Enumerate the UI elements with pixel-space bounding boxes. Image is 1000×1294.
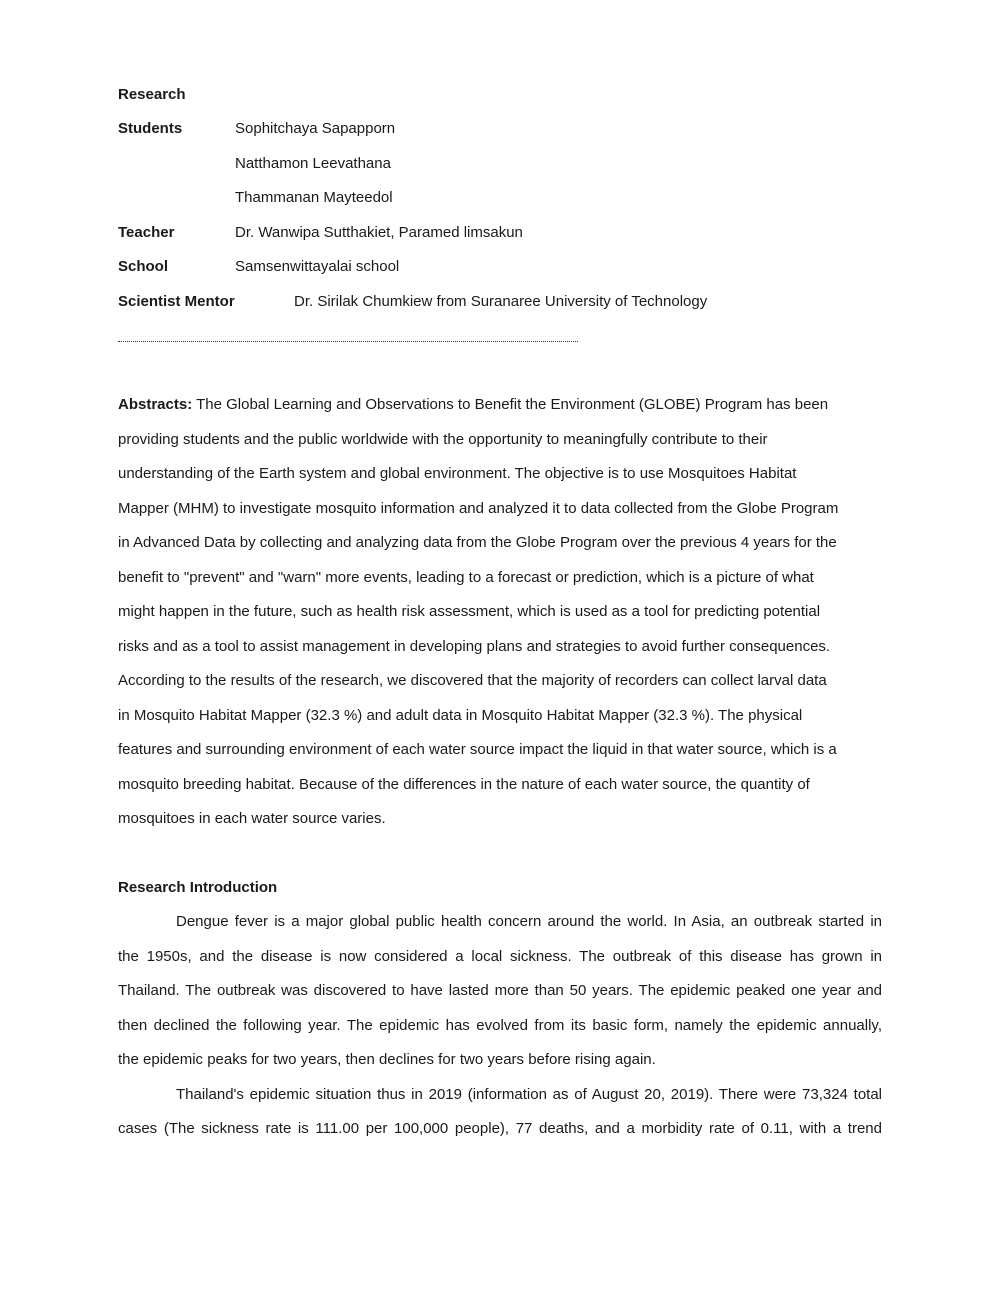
dotted-divider — [118, 341, 578, 342]
intro-line: cases (The sickness rate is 111.00 per 100,000 people), 77 deaths, and a morbidity rate of 0.11, with a trend — [118, 1120, 882, 1137]
teacher-name: Dr. Wanwipa Sutthakiet, Paramed limsakun — [235, 224, 523, 241]
intro-line: Dengue fever is a major global public health concern around the world. In Asia, an outbreak started in — [176, 913, 882, 930]
student-name: Thammanan Mayteedol — [235, 189, 393, 206]
intro-line: Thailand's epidemic situation thus in 2019 (information as of August 20, 2019). There were 73,324 total — [176, 1086, 882, 1103]
intro-line: Thailand. The outbreak was discovered to have lasted more than 50 years. The epidemic peaked one year and — [118, 982, 882, 999]
mentor-name: Dr. Sirilak Chumkiew from Suranaree University of Technology — [294, 293, 708, 310]
abstract-line: risks and as a tool to assist management in developing plans and strategies to avoid further consequences. — [118, 638, 831, 655]
school-label: School — [118, 258, 169, 275]
intro-line: then declined the following year. The epidemic has evolved from its basic form, namely the epidemic annually, — [118, 1017, 882, 1034]
school-name: Samsenwittayalai school — [235, 258, 400, 275]
students-label: Students — [118, 120, 183, 137]
abstract-line: in Advanced Data by collecting and analyzing data from the Globe Program over the previous 4 years for the — [118, 534, 837, 551]
abstract-line: mosquitoes in each water source varies. — [118, 810, 386, 827]
teacher-label: Teacher — [118, 224, 175, 241]
abstract-line: providing students and the public worldwide with the opportunity to meaningfully contribute to their — [118, 431, 768, 448]
abstract-line: mosquito breeding habitat. Because of the differences in the nature of each water source, the quantity of — [118, 776, 810, 793]
student-name: Natthamon Leevathana — [235, 155, 391, 172]
abstract-line: benefit to "prevent" and "warn" more events, leading to a forecast or prediction, which is a picture of what — [118, 569, 814, 586]
mentor-label: Scientist Mentor — [118, 293, 235, 310]
research-label: Research — [118, 86, 186, 103]
abstract-line: might happen in the future, such as health risk assessment, which is used as a tool for predicting potential — [118, 603, 821, 620]
abstract-line: Abstracts: The Global Learning and Observations to Benefit the Environment (GLOBE) Program has been — [118, 396, 829, 413]
intro-line: the epidemic peaks for two years, then declines for two years before rising again. — [118, 1051, 656, 1068]
abstract-line: in Mosquito Habitat Mapper (32.3 %) and adult data in Mosquito Habitat Mapper (32.3 %). The physical — [118, 707, 803, 724]
abstract-label: Abstracts: — [118, 396, 193, 413]
introduction-heading: Research Introduction — [118, 879, 278, 896]
student-name: Sophitchaya Sapapporn — [235, 120, 396, 137]
abstract-line: According to the results of the research, we discovered that the majority of recorders can collect larval data — [118, 672, 827, 689]
intro-line: the 1950s, and the disease is now considered a local sickness. The outbreak of this disease has grown in — [118, 948, 882, 965]
abstract-line: understanding of the Earth system and global environment. The objective is to use Mosquitoes Habitat — [118, 465, 797, 482]
abstract-line: Mapper (MHM) to investigate mosquito information and analyzed it to data collected from the Globe Program — [118, 500, 839, 517]
abstract-line: features and surrounding environment of each water source impact the liquid in that water source, which is a — [118, 741, 837, 758]
